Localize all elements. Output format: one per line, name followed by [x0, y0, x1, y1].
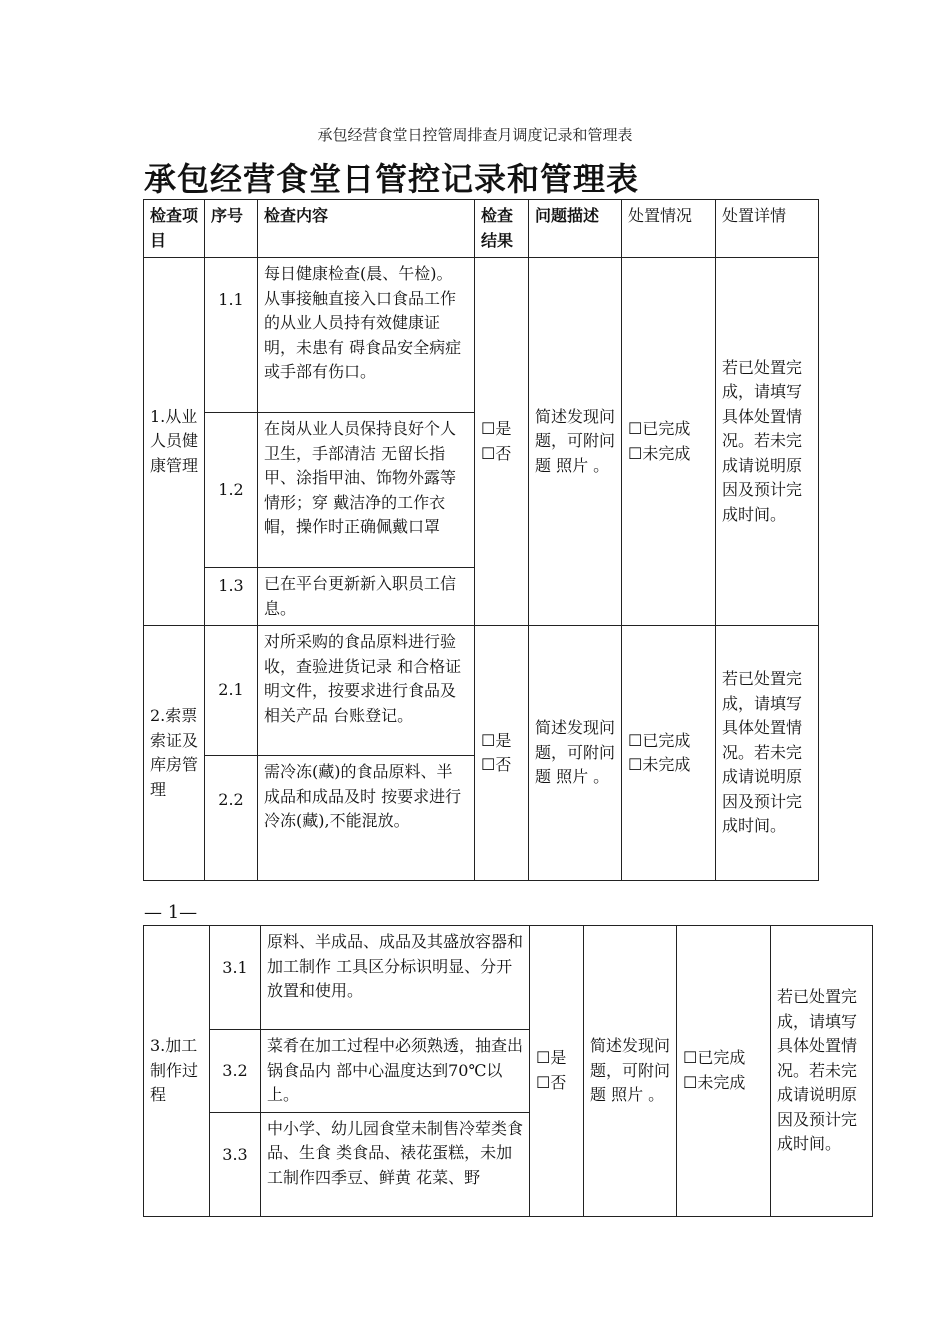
- column-header: 检查内容: [258, 200, 475, 258]
- not-completed-checkbox[interactable]: ☐未完成: [628, 443, 691, 463]
- not-completed-checkbox[interactable]: ☐未完成: [683, 1072, 746, 1092]
- item-number: 2.2: [205, 756, 258, 881]
- item-number: 3.3: [210, 1112, 261, 1216]
- yes-checkbox[interactable]: ☐是: [536, 1048, 567, 1068]
- handle-status: [677, 926, 771, 1217]
- completed-checkbox[interactable]: ☐已完成: [628, 730, 691, 750]
- problem-description: 简述发现问 题，可附问题 照片 。: [529, 258, 622, 626]
- no-checkbox[interactable]: ☐否: [536, 1072, 567, 1092]
- item-number: 3.1: [210, 926, 261, 1030]
- problem-description: 简述发现问 题，可附问题 照片 。: [529, 626, 622, 881]
- yes-checkbox[interactable]: ☐是: [481, 419, 512, 438]
- completed-checkbox[interactable]: ☐已完成: [628, 419, 691, 438]
- check-result: [475, 626, 529, 881]
- check-item: 1.从业人员健康管理: [144, 258, 205, 626]
- check-content: 已在平台更新新入职员工信息。: [258, 568, 475, 626]
- check-result: [475, 258, 529, 626]
- check-item: 2.索票索证及库房管理: [144, 626, 205, 881]
- column-header: 处置情况: [622, 200, 716, 258]
- check-content: 在岗从业人员保持良好个人卫生，手部清洁 无留长指甲、涂指甲油、饰物外露等情形；穿 戴洁净的工作衣帽，操作时正确佩戴口罩: [258, 413, 475, 568]
- yes-checkbox[interactable]: ☐是: [481, 730, 512, 750]
- process-table: [143, 925, 873, 1217]
- problem-description: 简述发现问 题，可附问题 照片 。: [584, 926, 677, 1217]
- item-number: 1.1: [205, 258, 258, 413]
- handle-detail: 若已处置完成，请填写具体处置情况。若未完成请说明原因及预计完成时间。: [716, 626, 819, 881]
- item-number: 3.2: [210, 1030, 261, 1113]
- not-completed-checkbox[interactable]: ☐未完成: [628, 755, 691, 774]
- no-checkbox[interactable]: ☐否: [481, 443, 512, 463]
- check-result: [530, 926, 584, 1217]
- no-checkbox[interactable]: ☐否: [481, 755, 512, 774]
- handle-status: [622, 258, 716, 626]
- page-number: — 1—: [144, 902, 198, 923]
- handle-detail: 若已处置完成，请填写具体处置情况。若未完成请说明原因及预计完成时间。: [716, 258, 819, 626]
- inspection-table-page1: [143, 199, 819, 881]
- document-header: 承包经营食堂日控管周排查月调度记录和管理表: [317, 126, 633, 144]
- column-header: 检查结果: [475, 200, 529, 258]
- check-content: 对所采购的食品原料进行验收，查验进货记录 和合格证明文件，按要求进行食品及相关产品 台账登记。: [258, 626, 475, 756]
- column-header: 处置详情: [716, 200, 819, 258]
- check-content: 需冷冻(藏)的食品原料、半成品和成品及时 按要求进行冷冻(藏),不能混放。: [258, 756, 475, 881]
- document-title: 承包经营食堂日管控记录和管理表: [144, 160, 640, 198]
- check-content: 中小学、幼儿园食堂未制售冷荤类食品、生食 类食品、裱花蛋糕，未加工制作四季豆、鲜黄 花菜、野: [261, 1112, 530, 1216]
- check-content: 菜肴在加工过程中必须熟透，抽查出锅食品内 部中心温度达到70℃以上。: [261, 1030, 530, 1113]
- item-number: 1.2: [205, 413, 258, 568]
- handle-detail: 若已处置完成，请填写具体处置情况。若未完成请说明原因及预计完成时间。: [771, 926, 873, 1217]
- check-item: 3.加工制作过程: [144, 926, 210, 1217]
- column-header: 序号: [205, 200, 258, 258]
- column-header: 检查项目: [144, 200, 205, 258]
- handle-status: [622, 626, 716, 881]
- column-header: 问题描述: [529, 200, 622, 258]
- completed-checkbox[interactable]: ☐已完成: [683, 1048, 746, 1068]
- item-number: 2.1: [205, 626, 258, 756]
- check-content: 每日健康检查(晨、午检)。从事接触直接入口食品工作的从业人员持有效健康证明，未患有 碍食品安全病症或手部有伤口。: [258, 258, 475, 413]
- item-number: 1.3: [205, 568, 258, 626]
- check-content: 原料、半成品、成品及其盛放容器和加工制作 工具区分标识明显、分开放置和使用。: [261, 926, 530, 1030]
